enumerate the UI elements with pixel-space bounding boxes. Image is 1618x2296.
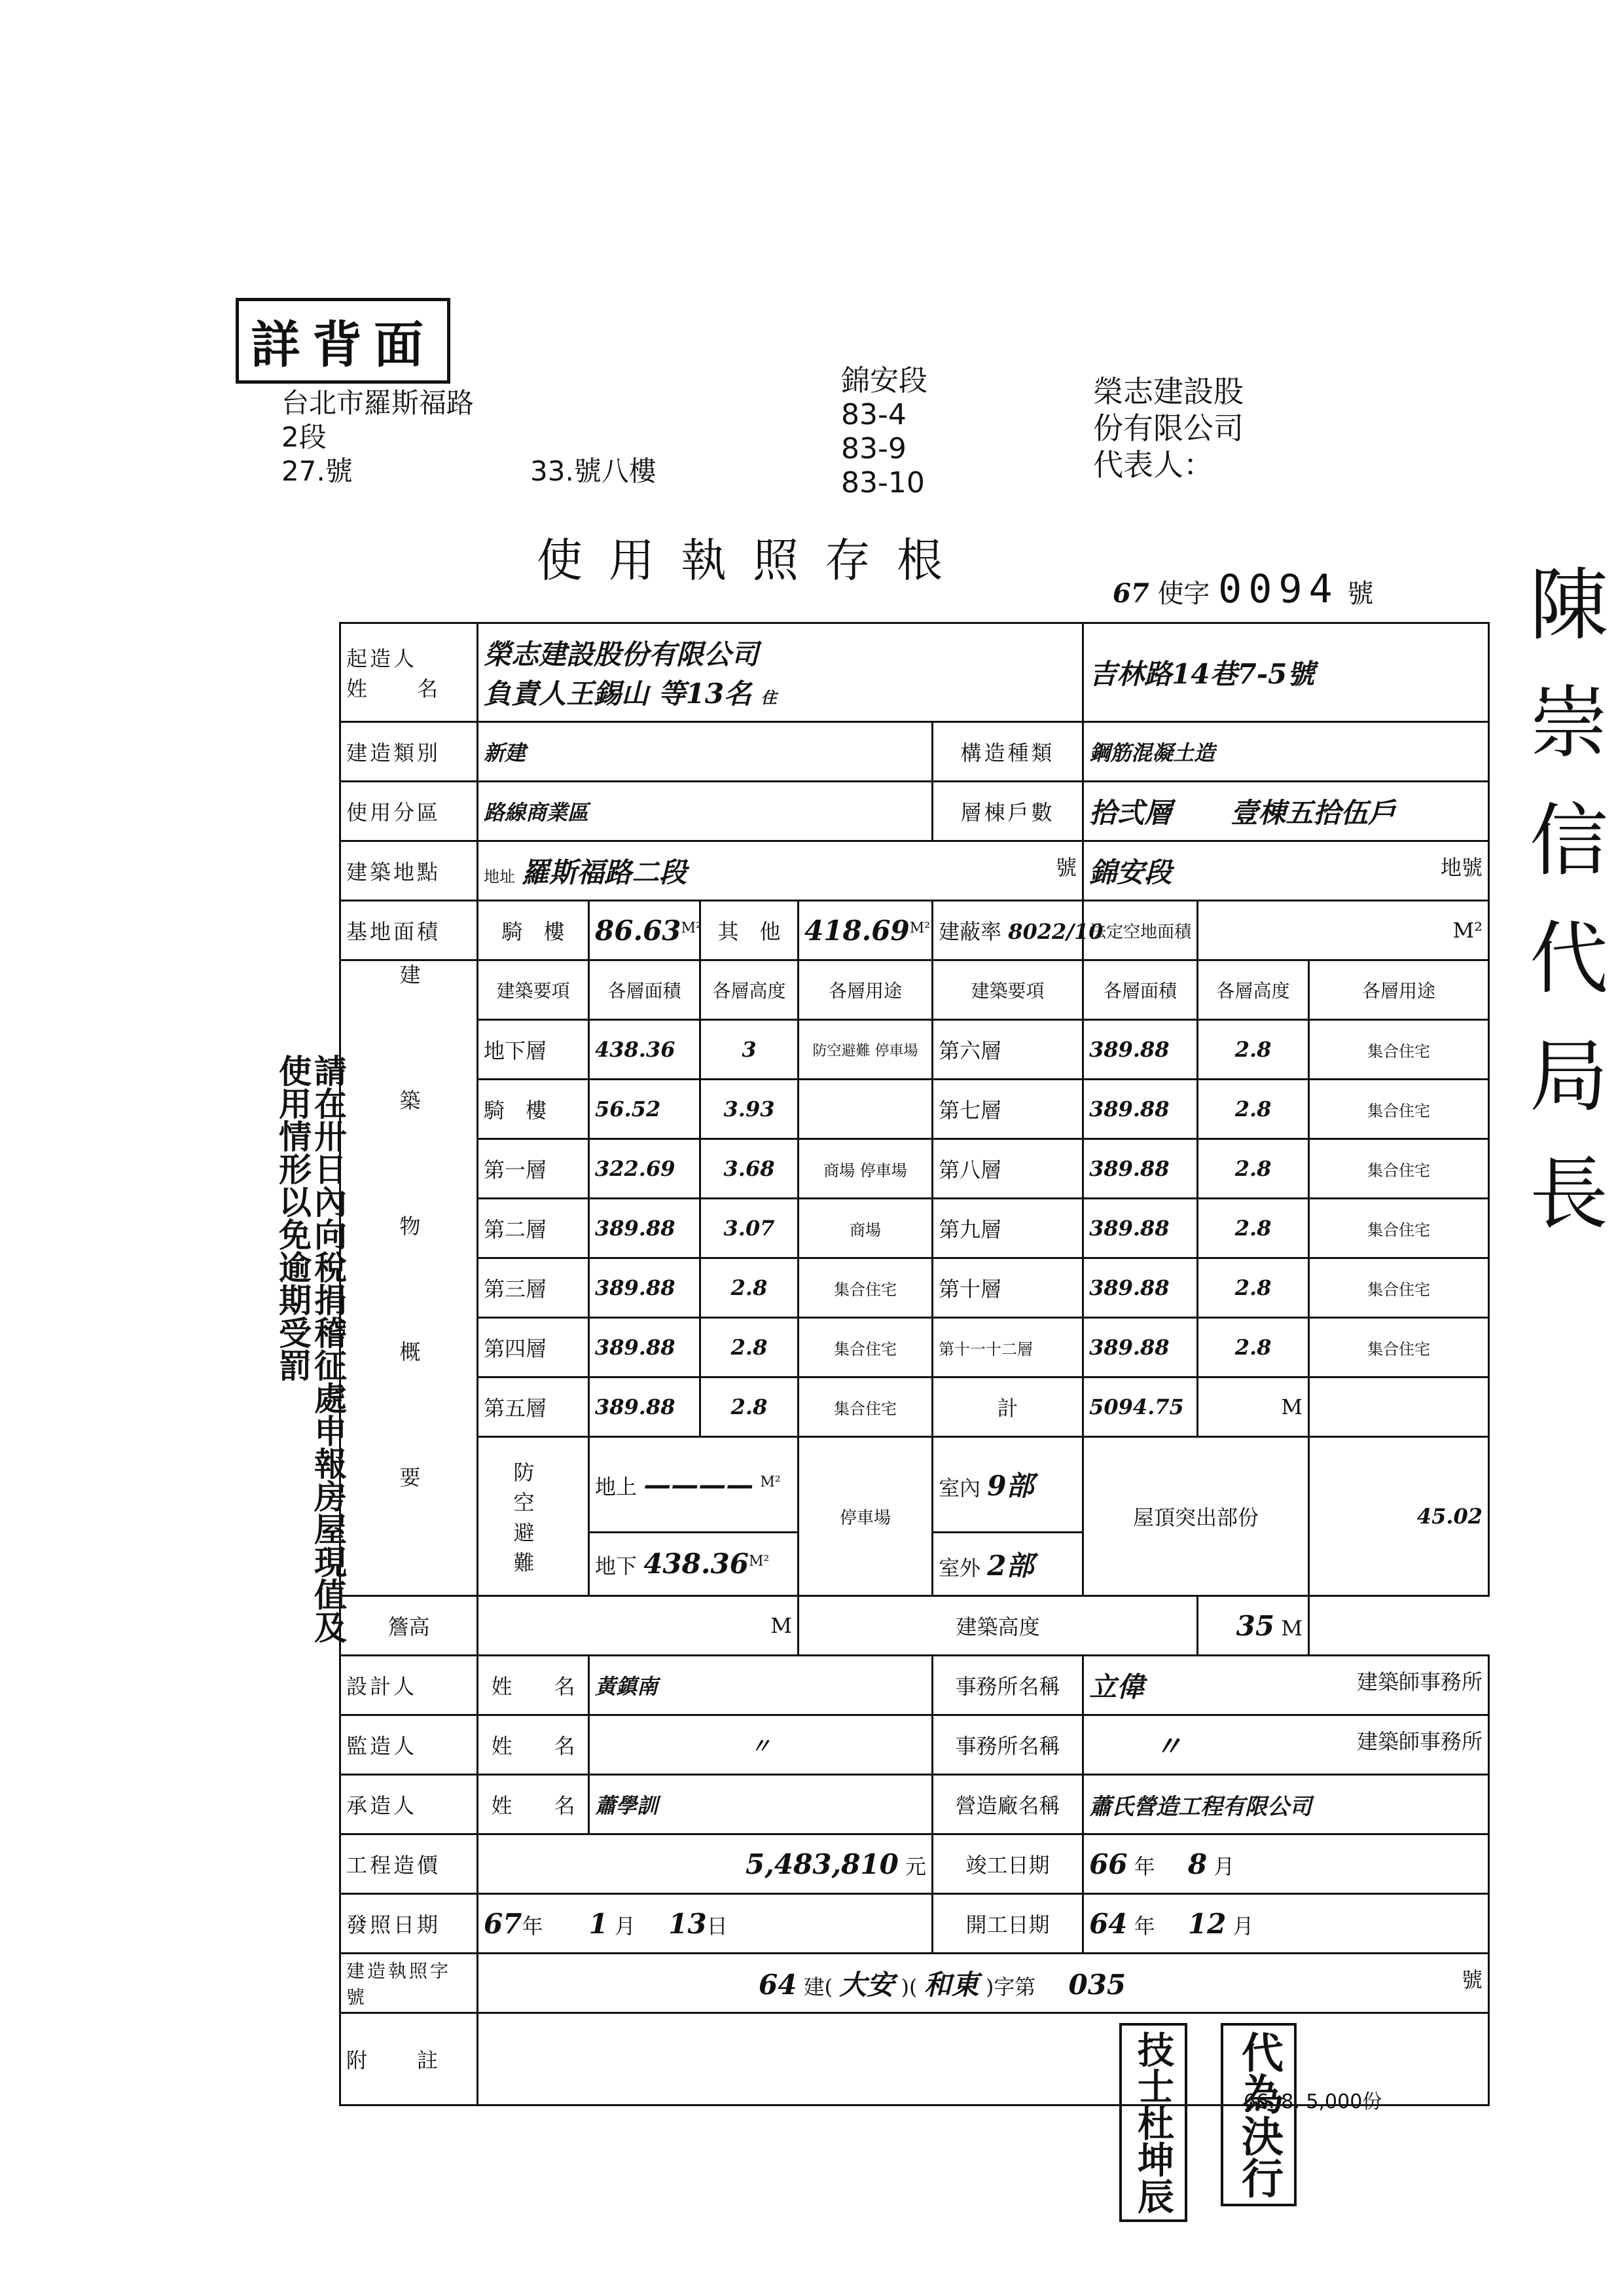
day-unit: 日 [706,1913,728,1939]
name-label: 姓 名 [478,1715,589,1775]
roof-value: 45.02 [1309,1437,1489,1596]
m2-unit: M² [748,1553,770,1570]
floor-name: 地下層 [478,1020,589,1080]
license-form-table [339,622,1490,2106]
zone-label: 使用分區 [340,782,478,841]
structure-label: 構造種類 [933,722,1083,782]
floors-value: 拾弍層 [1089,797,1172,829]
permit-char: )字第 [985,1975,1036,1999]
designer-office: 立偉 [1089,1671,1145,1703]
hao-label: 號 [1056,855,1077,880]
floor-name: 第三層 [478,1258,589,1318]
lot-label: 錦安段 [841,364,927,397]
issue-day: 13 [668,1907,707,1940]
floor-use: 集合住宅 [1309,1020,1489,1080]
address-line: 27.號 [281,455,353,487]
col-item-header: 建築要項 [478,960,589,1020]
floor-use: 集合住宅 [1309,1318,1489,1377]
arcade-label: 騎 樓 [478,901,589,960]
floor-area: 56.52 [589,1080,700,1139]
start-month: 12 [1187,1907,1227,1940]
site-addr-label: 地址 [484,867,515,886]
floor-height: 2.8 [1198,1080,1309,1139]
floor-name: 第二層 [478,1199,589,1258]
name-label: 姓 名 [346,676,441,701]
issue-label: 發照日期 [340,1894,478,1954]
floor-use-empty [1309,1377,1489,1437]
below-label: 地下 [595,1554,638,1579]
permit-label: 建造執照字號 [340,1954,478,2013]
contractor-row [340,1775,1489,1834]
site-label: 建築地點 [340,841,478,901]
permit-jian: 建( [803,1975,833,1999]
floor-use: 集合住宅 [1309,1258,1489,1318]
floor-row [340,1318,1489,1377]
site-lot-cell [1083,841,1489,901]
form-title: 使用執照存根 [537,534,969,587]
coverage-label: 建蔽率 [939,919,1002,944]
floor-area: 322.69 [589,1139,700,1199]
supervisor-office-cell [1083,1715,1489,1775]
supervisor-name: 〃 [589,1715,933,1775]
builder-names: 負責人王錫山 等13名 [484,678,752,710]
m2-unit: M² [1198,901,1489,960]
col-use-header: 各層用途 [799,960,933,1020]
lot-no-label: 地號 [1441,855,1483,880]
permit-mid: )( [901,1975,918,1999]
col-area-header: 各層面積 [589,960,700,1020]
floor-name: 第六層 [933,1020,1083,1080]
completion-label: 竣工日期 [933,1834,1083,1894]
cost-row [340,1834,1489,1894]
address-line: 2段 [281,421,327,453]
see-back-stamp: 詳背面 [236,298,450,384]
arcade-area: 86.63 [595,914,681,947]
floor-height: 3.93 [700,1080,799,1139]
company-block [1093,373,1244,483]
office-suffix: 建築師事務所 [1357,1669,1483,1694]
company-line: 份有限公司 [1093,410,1244,446]
technician-stamp: 技士杜坤辰 [1119,2023,1187,2222]
permit-year: 64 [759,1969,797,2001]
floor-use: 集合住宅 [1309,1139,1489,1199]
right-side-signature: 陳崇信代局長 [1517,563,1608,1270]
height-row [340,1596,1489,1656]
floor-header-row [340,960,1489,1020]
builder-address: 吉林路14巷7-5號 [1089,658,1315,690]
builder-company: 榮志建設股份有限公司 [484,638,759,670]
floor-use: 集合住宅 [1309,1199,1489,1258]
yuan-unit: 元 [905,1853,926,1879]
floor-name: 第一層 [478,1139,589,1199]
address-prefix: 住 [761,688,777,707]
shelter-below-cell [589,1532,799,1596]
floor-name: 計 [933,1377,1083,1437]
address-line: 台北市羅斯福路 [281,387,475,419]
indoor-cell [933,1437,1083,1533]
floor-use [799,1080,933,1139]
license-prefix: 67 [1113,578,1149,609]
supervisor-row [340,1715,1489,1775]
lot-number: 83-9 [841,432,907,465]
floor-name: 第五層 [478,1377,589,1437]
floor-height: 2.8 [1198,1139,1309,1199]
builder-names-line [484,672,1077,712]
contractor-label: 承造人 [340,1775,478,1834]
other-area: 418.69 [804,914,910,947]
floor-use: 防空避難 停車場 [799,1020,933,1080]
floor-row [340,1139,1489,1199]
floor-area: 389.88 [1083,1318,1198,1377]
permit-east: 和東 [924,1969,979,2001]
floor-area: 389.88 [1083,1020,1198,1080]
class-label: 建造類別 [340,722,478,782]
floor-height: 2.8 [700,1258,799,1318]
floor-use: 商場 [799,1199,933,1258]
name-label: 姓 名 [478,1656,589,1715]
issue-month: 1 [588,1907,608,1940]
supervisor-office: 〃 [1155,1730,1183,1762]
m-unit: M [1198,1377,1309,1437]
m2-unit: M² [909,919,931,936]
site-row [340,841,1489,901]
issue-year: 67 [484,1907,522,1940]
floor-row [340,1377,1489,1437]
left-side-note: 請在卅日內向稅捐稽征處申報房屋現值及使用情形以免逾期受罰 [274,1054,348,1643]
lot-number: 83-4 [841,398,907,431]
issue-cell [478,1894,933,1954]
col-area-header: 各層面積 [1083,960,1198,1020]
zone-row [340,782,1489,841]
note-label: 附 註 [340,2013,478,2105]
floor-area: 389.88 [589,1377,700,1437]
builder-value-cell [478,623,1083,722]
floor-height: 3 [700,1020,799,1080]
completion-cell [1083,1834,1489,1894]
floor-use: 集合住宅 [1309,1080,1489,1139]
col-height-header: 各層高度 [700,960,799,1020]
year-unit: 年 [1134,1913,1155,1939]
bldg-label-cell [340,960,478,1596]
designer-row [340,1656,1489,1715]
license-suffix: 號 [1347,579,1374,609]
office-label: 事務所名稱 [933,1656,1083,1715]
floor-area: 389.88 [589,1199,700,1258]
floor-area: 389.88 [1083,1080,1198,1139]
bldg-height-value: 35 [1236,1609,1275,1642]
permit-no: 035 [1068,1969,1126,2001]
shelter-row [340,1437,1489,1533]
floor-height: 2.8 [1198,1020,1309,1080]
completion-month: 8 [1187,1848,1208,1880]
other-label: 其 他 [700,901,799,960]
above-label: 地上 [595,1474,638,1499]
month-unit: 月 [1232,1913,1254,1939]
office-label: 事務所名稱 [933,1715,1083,1775]
roof-label: 屋頂突出部份 [1083,1437,1309,1596]
m2-unit: M² [760,1474,781,1491]
indoor-label: 室內 [939,1476,981,1501]
designer-office-cell [1083,1656,1489,1715]
floor-area: 438.36 [589,1020,700,1080]
coverage-value: 8022/10 [1008,919,1104,944]
area-row [340,901,1489,960]
bldg-label: 建築物概要 [396,964,422,1592]
contractor-factory: 蕭氏營造工程有限公司 [1083,1775,1489,1834]
col-item-header: 建築要項 [933,960,1083,1020]
permit-district: 大安 [839,1969,895,2001]
start-cell [1083,1894,1489,1954]
class-row [340,722,1489,782]
floor-height: 3.68 [700,1139,799,1199]
start-year: 64 [1089,1907,1128,1940]
outdoor-label: 室外 [939,1555,981,1580]
license-no: 0094 [1218,566,1339,612]
shelter-above-cell: 地上 ———— $^{M^2}$ [589,1437,799,1533]
floor-name: 第九層 [933,1199,1083,1258]
month-unit: 月 [615,1913,636,1939]
month-unit: 月 [1214,1853,1235,1879]
start-label: 開工日期 [933,1894,1083,1954]
floor-use: 集合住宅 [799,1377,933,1437]
builder-address-cell [1083,623,1489,722]
permit-cell [478,1954,1489,2013]
floor-row [340,1080,1489,1139]
floor-name: 第七層 [933,1080,1083,1139]
col-use-header: 各層用途 [1309,960,1489,1020]
company-line: 榮志建設股 [1093,374,1244,409]
floor-area: 389.88 [589,1258,700,1318]
completion-year: 66 [1089,1848,1128,1880]
designer-label: 設計人 [340,1656,478,1715]
builder-label-cell [340,623,478,722]
floor-row [340,1199,1489,1258]
floor-height: 2.8 [1198,1318,1309,1377]
supervisor-label: 監造人 [340,1715,478,1775]
other-area-cell [799,901,933,960]
outdoor-cell [933,1532,1083,1596]
site-lot: 錦安段 [1089,856,1172,888]
builder-row [340,623,1489,722]
name-label: 姓 名 [478,1775,589,1834]
floor-name: 第四層 [478,1318,589,1377]
year-unit: 年 [1134,1853,1155,1879]
floor-height: 3.07 [700,1199,799,1258]
print-note: 66. 8. 5,000份 [1244,2090,1382,2113]
units-value: 壹棟五拾伍戶 [1231,797,1396,829]
issue-row [340,1894,1489,1954]
m-unit: M [1281,1615,1303,1641]
class-value: 新建 [478,722,933,782]
company-line: 代表人： [1093,447,1214,483]
floor-height: 2.8 [1198,1258,1309,1318]
floor-use: 集合住宅 [799,1258,933,1318]
indoor-value: 9部 [987,1470,1034,1503]
floor-use: 商場 停車場 [799,1139,933,1199]
m2-unit: M² [681,919,702,936]
floor-row [340,1020,1489,1080]
designer-name: 黃鎮南 [589,1656,933,1715]
license-char: 使字 [1157,579,1210,609]
bldg-height-label: 建築高度 [799,1596,1198,1656]
address-block [281,386,474,488]
hao-label: 號 [1462,1967,1483,1992]
outdoor-value: 2部 [987,1549,1034,1582]
proxy-stamp: 代為決行 [1221,2023,1297,2206]
floors-label: 層棟戶數 [933,782,1083,841]
year-unit: 年 [522,1913,543,1939]
open-space-label: 法定空地面積 [1083,901,1198,960]
structure-value: 鋼筋混凝土造 [1083,722,1489,782]
floor-height: 2.8 [700,1377,799,1437]
floor-height: 2.8 [700,1318,799,1377]
floor-total-area: 5094.75 [1083,1377,1198,1437]
floor-name: 第十一十二層 [933,1318,1083,1377]
site-address: 羅斯福路二段 [522,856,687,888]
license-number [1113,566,1373,612]
contractor-name: 蕭學訓 [589,1775,933,1834]
cost-label: 工程造價 [340,1834,478,1894]
floor-area: 389.88 [1083,1139,1198,1199]
shelter-label: 防空避難 [513,1460,554,1575]
site-address-cell [478,841,1083,901]
permit-row [340,1954,1489,2013]
shelter-label-cell [478,1437,589,1596]
bldg-height-cell [1198,1596,1309,1656]
floor-height: 2.8 [1198,1199,1309,1258]
floor-area: 389.88 [1083,1199,1198,1258]
cost-value: 5,483,810 [746,1848,899,1880]
builder-label: 起造人 [346,646,418,671]
floor-area: 389.88 [589,1318,700,1377]
floor-name: 第十層 [933,1258,1083,1318]
col-height-header: 各層高度 [1198,960,1309,1020]
cost-cell [478,1834,933,1894]
floor-use: 集合住宅 [799,1318,933,1377]
coverage-cell [933,901,1104,960]
m-unit: M [478,1596,799,1656]
parking-label: 停車場 [799,1437,933,1596]
area-label: 基地面積 [340,901,478,960]
factory-label: 營造廠名稱 [933,1775,1083,1834]
below-area: 438.36 [643,1548,749,1580]
arcade-area-cell [589,901,700,960]
office-suffix: 建築師事務所 [1357,1729,1483,1754]
eave-label: 簷高 [340,1596,478,1656]
floors-value-cell [1083,782,1489,841]
floor-name: 第八層 [933,1139,1083,1199]
floor-name: 騎 樓 [478,1080,589,1139]
zone-value: 路線商業區 [478,782,933,841]
floor-area: 389.88 [1083,1258,1198,1318]
floor-row [340,1258,1489,1318]
address-floor: 33.號八樓 [530,455,656,487]
lot-block [841,364,927,500]
lot-number: 83-10 [841,466,925,500]
